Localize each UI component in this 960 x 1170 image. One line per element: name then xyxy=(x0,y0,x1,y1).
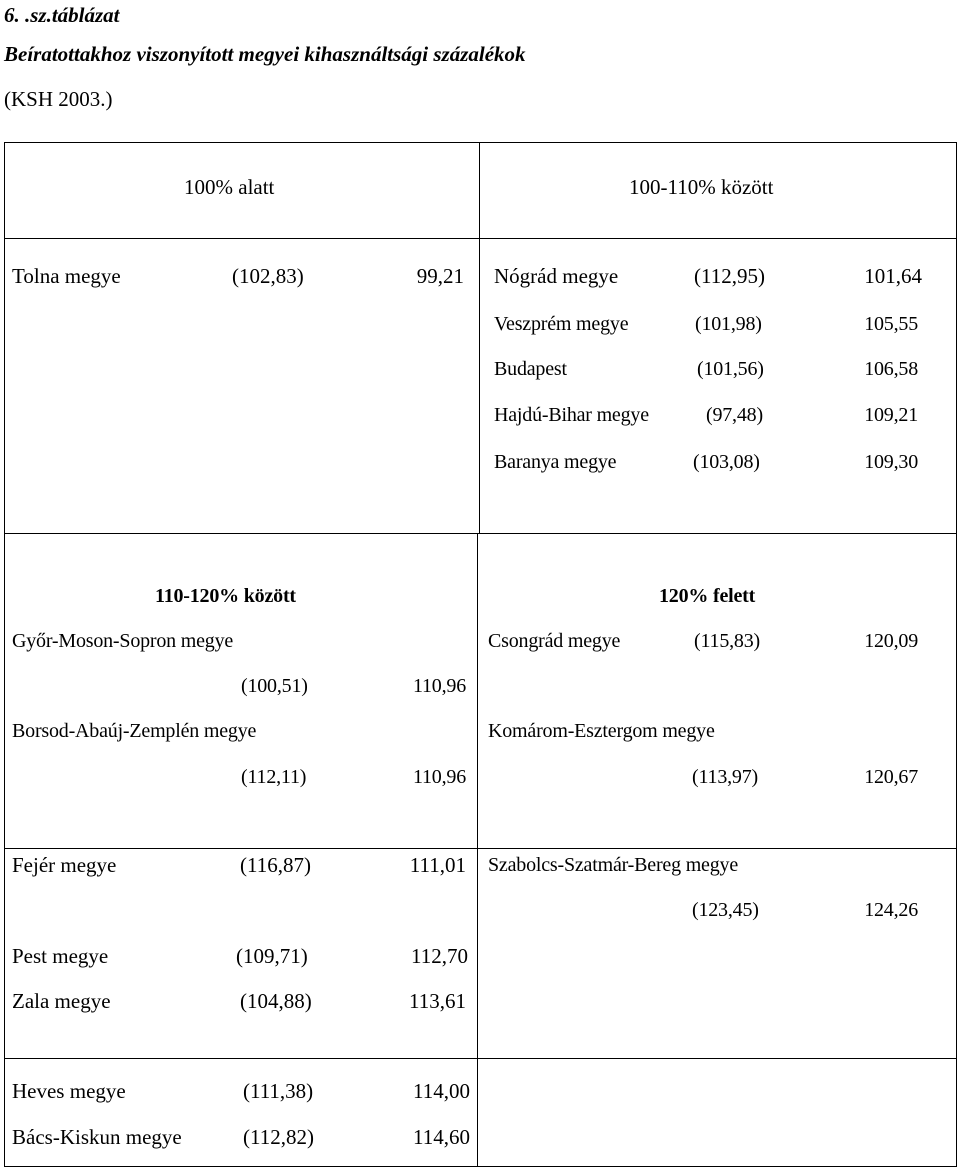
county-ratio: (112,82) xyxy=(243,1125,314,1149)
county-name: Hajdú-Bihar megye xyxy=(494,404,649,426)
header-above-120: 120% felett xyxy=(659,585,756,607)
county-ratio: (103,08) xyxy=(693,451,760,473)
county-ratio: (115,83) xyxy=(694,630,760,652)
county-ratio: (102,83) xyxy=(232,264,304,288)
header-below-100: 100% alatt xyxy=(184,175,275,199)
county-ratio: (112,11) xyxy=(241,766,307,788)
county-name: Baranya megye xyxy=(494,451,617,473)
county-ratio: (101,56) xyxy=(697,358,764,380)
county-ratio: (116,87) xyxy=(240,853,311,877)
county-value: 110,96 xyxy=(412,766,466,788)
county-name: Budapest xyxy=(494,358,567,380)
county-name: Heves megye xyxy=(12,1079,126,1103)
county-name: Borsod-Abaúj-Zemplén megye xyxy=(12,720,257,742)
county-value: 114,60 xyxy=(413,1125,470,1149)
county-value: 109,21 xyxy=(864,404,918,426)
county-name: Szabolcs-Szatmár-Bereg megye xyxy=(488,854,739,876)
county-ratio: (109,71) xyxy=(236,944,308,968)
county-name: Csongrád megye xyxy=(488,630,621,652)
county-ratio: (113,97) xyxy=(692,766,758,788)
county-value: 99,21 xyxy=(416,264,464,288)
county-ratio: (123,45) xyxy=(692,899,759,921)
county-name: Zala megye xyxy=(12,989,111,1013)
county-value: 120,09 xyxy=(864,630,918,652)
county-value: 111,01 xyxy=(409,853,466,877)
table-title: Beíratottakhoz viszonyított megyei kihasználtsági százalékok xyxy=(4,42,526,66)
county-name: Tolna megye xyxy=(12,264,121,288)
header-100-110: 100-110% között xyxy=(629,175,774,199)
county-ratio: (97,48) xyxy=(706,404,763,426)
county-name: Komárom-Esztergom megye xyxy=(488,720,715,742)
table-number: 6. .sz.táblázat xyxy=(4,3,120,27)
county-ratio: (112,95) xyxy=(694,264,765,288)
header-110-120: 110-120% között xyxy=(155,585,296,607)
county-ratio: (101,98) xyxy=(695,313,762,335)
county-value: 101,64 xyxy=(864,264,922,288)
county-value: 105,55 xyxy=(864,313,918,335)
county-value: 120,67 xyxy=(864,766,918,788)
county-ratio: (100,51) xyxy=(241,675,308,697)
county-name: Pest megye xyxy=(12,944,109,968)
county-value: 124,26 xyxy=(864,899,918,921)
county-value: 109,30 xyxy=(864,451,918,473)
county-value: 114,00 xyxy=(413,1079,470,1103)
county-name: Győr-Moson-Sopron megye xyxy=(12,630,234,652)
county-name: Nógrád megye xyxy=(494,264,619,288)
county-value: 112,70 xyxy=(411,944,468,968)
table-source: (KSH 2003.) xyxy=(4,87,113,111)
county-name: Bács-Kiskun megye xyxy=(12,1125,182,1149)
county-value: 106,58 xyxy=(864,358,918,380)
county-ratio: (104,88) xyxy=(240,989,312,1013)
county-value: 113,61 xyxy=(409,989,466,1013)
county-name: Fejér megye xyxy=(12,853,117,877)
county-ratio: (111,38) xyxy=(243,1079,314,1103)
county-name: Veszprém megye xyxy=(494,313,629,335)
county-value: 110,96 xyxy=(412,675,466,697)
